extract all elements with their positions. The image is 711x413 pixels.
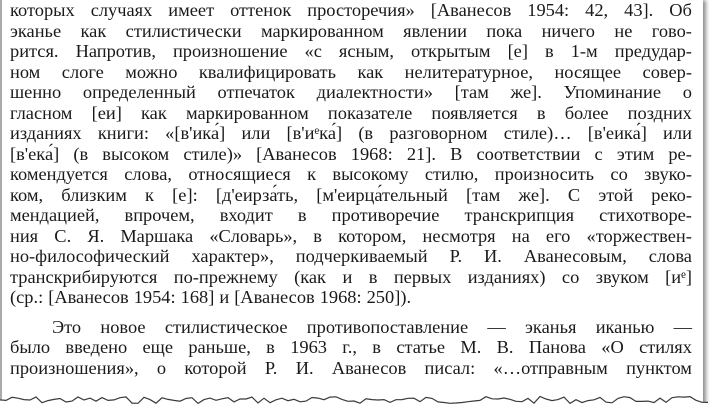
word: [Аванесов <box>430 0 512 20</box>
text-line <box>10 205 692 226</box>
word: «торжествен- <box>586 225 692 246</box>
word: и <box>219 287 230 307</box>
word: мендацией, <box>10 205 100 225</box>
word: 1963 <box>290 337 327 357</box>
word: стиле)» <box>183 143 243 164</box>
word: еще <box>142 337 173 357</box>
word: «…отправным <box>493 357 608 378</box>
word: слоге <box>61 61 104 82</box>
word: раньше, <box>188 337 251 357</box>
word: 21]. <box>406 143 436 164</box>
word: [иᵉ] <box>665 266 692 287</box>
word: этой <box>598 184 634 205</box>
text-line <box>10 103 692 124</box>
word: (в <box>73 143 89 164</box>
word: просторечия» <box>307 0 415 20</box>
word: произносить <box>494 164 595 184</box>
word: первых <box>393 266 452 287</box>
word: в <box>536 102 546 123</box>
word: Аванесов <box>331 357 407 378</box>
word: близким <box>61 184 127 205</box>
word: открытым <box>411 41 491 61</box>
word: более <box>564 102 609 123</box>
paragraph-gap <box>10 308 692 317</box>
word: в <box>266 337 275 357</box>
word: г., <box>342 337 357 357</box>
word: 42, <box>585 0 609 20</box>
word: поздних <box>627 102 692 123</box>
word: с <box>594 143 603 164</box>
word: было <box>10 337 51 357</box>
word: В. <box>496 337 514 357</box>
word: о <box>682 82 692 102</box>
word: [в'еика́] <box>587 123 647 143</box>
word: В <box>450 143 463 164</box>
word: котором, <box>338 225 407 246</box>
word: (как <box>294 266 326 287</box>
word: Панова <box>528 337 586 357</box>
word: [в'иᵉка́] <box>286 123 343 143</box>
word: о <box>156 357 167 378</box>
word: звуком <box>595 266 649 287</box>
word: 43]. <box>624 0 654 20</box>
word: «[в'ика́] <box>165 123 226 143</box>
document-body <box>10 0 692 378</box>
word: маркированном <box>260 20 384 41</box>
text-line <box>10 317 692 338</box>
word: высоком <box>102 143 170 164</box>
word: [там <box>466 184 501 205</box>
word: определенный <box>82 82 196 102</box>
word: к <box>145 184 154 205</box>
word: которых <box>10 0 75 20</box>
word: нелитературное, <box>404 61 533 82</box>
word: 168] <box>180 287 215 307</box>
word: И. <box>295 357 314 378</box>
word: со <box>561 266 580 287</box>
word: к <box>307 164 317 184</box>
word: можно <box>125 61 178 82</box>
word: отпечаток <box>217 82 295 102</box>
word: или <box>241 123 271 143</box>
word: совер- <box>642 61 692 82</box>
word: несмотря <box>422 225 496 246</box>
word: «с <box>304 41 322 61</box>
word: не <box>614 20 633 41</box>
word: в <box>297 205 307 225</box>
word: показателе <box>327 102 413 123</box>
word: диалектности» <box>316 82 433 102</box>
word: Р. <box>264 357 278 378</box>
word: «Словарь», <box>209 225 298 246</box>
word: ном <box>10 61 41 82</box>
word: же]. <box>518 184 550 205</box>
text-line <box>10 267 692 288</box>
paragraph-2 <box>10 317 692 379</box>
word: [еи] <box>91 102 122 123</box>
paragraph-1 <box>10 0 692 308</box>
word: произношение <box>172 41 288 61</box>
word: комендуется <box>10 164 108 184</box>
word: появляется <box>431 102 518 123</box>
word: реко- <box>651 184 692 205</box>
word: входит <box>219 205 273 225</box>
word: Р. <box>449 246 463 266</box>
word: как <box>80 20 107 41</box>
word: стиле)… <box>503 123 572 143</box>
word: характер», <box>191 246 274 266</box>
text-line <box>10 82 692 103</box>
word: на <box>511 225 530 246</box>
word: но-философический <box>10 246 170 266</box>
word: рится. <box>10 41 59 61</box>
text-line <box>10 21 692 42</box>
text-line <box>10 246 692 267</box>
word: предудар- <box>614 41 692 61</box>
word: иканью <box>595 316 655 337</box>
word: как <box>141 102 167 123</box>
word: [там <box>454 82 489 102</box>
word: произношения», <box>10 357 139 378</box>
word: [е]: <box>172 184 198 205</box>
word: пока <box>486 20 523 41</box>
text-line <box>10 144 692 165</box>
word: маркированном <box>185 102 309 123</box>
word: носящее <box>554 61 622 82</box>
word: изданиях) <box>467 266 546 287</box>
word: как <box>357 61 384 82</box>
word: — <box>673 316 692 337</box>
word: и <box>342 266 353 287</box>
word: пунктом <box>626 357 692 378</box>
word: оттенок <box>230 0 292 20</box>
word: стилистически <box>125 20 242 41</box>
word: «О <box>601 337 624 357</box>
word: звуко- <box>644 164 692 184</box>
word: С <box>567 184 581 205</box>
word: транскрибируются <box>10 266 158 287</box>
word: транскрипция <box>464 205 575 225</box>
word: слова <box>648 246 692 266</box>
word: гово- <box>651 20 692 41</box>
word: (ср.: <box>10 287 44 307</box>
word: книги: <box>97 123 149 143</box>
word: 1-м <box>570 41 598 61</box>
word: новое <box>100 316 146 337</box>
word: Упоминание <box>563 82 662 102</box>
word: И. <box>484 246 502 266</box>
text-line <box>10 0 692 21</box>
word: 1954: <box>133 287 176 307</box>
word: в <box>368 266 378 287</box>
word: (в <box>358 123 374 143</box>
word: Я. <box>87 225 105 246</box>
word: Об <box>669 0 692 20</box>
word: стихотворе- <box>599 205 692 225</box>
text-line <box>10 226 692 247</box>
word: в <box>313 225 322 246</box>
word: подчеркиваемый <box>295 246 428 266</box>
word: [в'ека́] <box>10 143 60 164</box>
word: же]. <box>510 82 542 102</box>
word: эканья <box>525 316 577 337</box>
word: [д'еирза́ть, <box>215 184 299 205</box>
word: [е] <box>507 41 528 61</box>
word: шенно <box>10 82 62 102</box>
word: или <box>663 123 692 143</box>
word: Это <box>52 316 82 337</box>
word: противоречие <box>331 205 440 225</box>
word: квалифицировать <box>198 61 336 82</box>
word: Аванесовым, <box>523 246 627 266</box>
word: 1954: <box>527 0 570 20</box>
text-line <box>10 287 692 308</box>
word: ничего <box>541 20 595 41</box>
word: имеет <box>168 0 215 20</box>
word: С. <box>54 225 72 246</box>
word: 250]). <box>366 287 412 307</box>
word: его <box>545 225 571 246</box>
text-line <box>10 123 692 144</box>
word: в <box>545 41 554 61</box>
word: высокому <box>332 164 409 184</box>
word: в <box>372 337 381 357</box>
word: случаях <box>90 0 153 20</box>
word: гласном <box>10 102 73 123</box>
word: со <box>610 164 628 184</box>
word: Маршака <box>120 225 194 246</box>
word: стилю, <box>424 164 479 184</box>
word: впрочем, <box>124 205 195 225</box>
text-line <box>10 337 692 358</box>
word: 1968: <box>350 143 393 164</box>
word: 1968: <box>319 287 362 307</box>
word: статье <box>396 337 446 357</box>
text-line <box>10 41 692 62</box>
word: [Аванесов <box>256 143 337 164</box>
word: этим <box>616 143 655 164</box>
word: противопоставление <box>306 316 469 337</box>
word: по-прежнему <box>173 266 278 287</box>
word: Напротив, <box>75 41 156 61</box>
word: — <box>487 316 506 337</box>
word: [Аванесов <box>234 287 315 307</box>
word: слова, <box>124 164 172 184</box>
word: относящиеся <box>188 164 291 184</box>
word: ния <box>10 225 39 246</box>
word: ком, <box>10 184 44 205</box>
word: ре- <box>668 143 692 164</box>
text-line <box>10 164 692 185</box>
word: введено <box>65 337 128 357</box>
word: разговорном <box>389 123 488 143</box>
text-line <box>10 62 692 83</box>
word: которой <box>184 357 247 378</box>
word: стилях <box>639 337 692 357</box>
word: писал: <box>424 357 476 378</box>
word: ясным, <box>338 41 394 61</box>
text-line <box>10 185 692 206</box>
word: [м'еирца́тельный <box>316 184 448 205</box>
word: [Аванесов <box>48 287 129 307</box>
word: явлении <box>403 20 467 41</box>
word: изданиях <box>10 123 82 143</box>
word: эканье <box>10 20 62 41</box>
text-line <box>10 358 692 379</box>
word: стилистическое <box>164 316 288 337</box>
word: соответствии <box>476 143 581 164</box>
word: М. <box>460 337 482 357</box>
